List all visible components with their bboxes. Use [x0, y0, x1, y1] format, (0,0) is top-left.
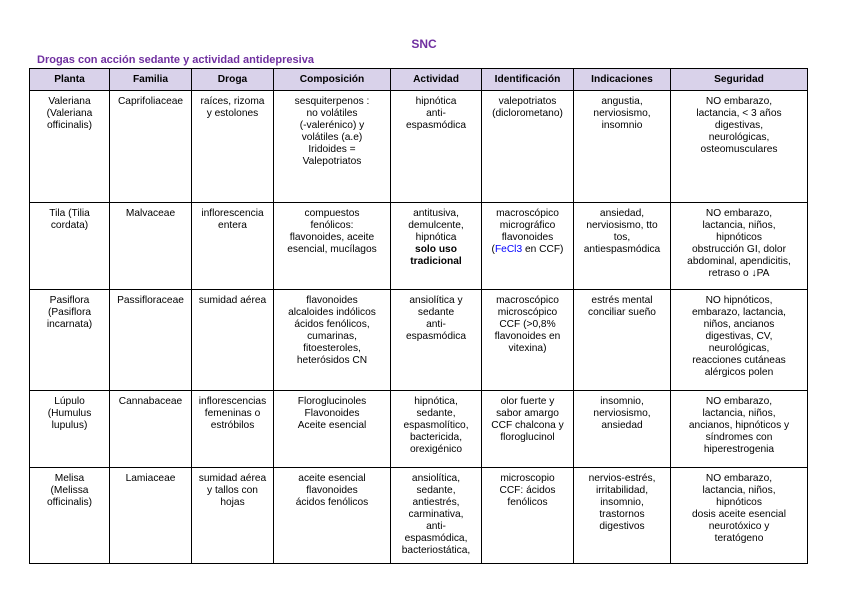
traditional-use-note: solo uso: [415, 244, 457, 255]
cell-droga: inflorescencia entera: [192, 203, 274, 290]
cell-indicaciones: ansiedad, nerviosismo, tto tos, antiespasmódica: [574, 203, 671, 290]
header-identificacion: Identificación: [482, 69, 574, 91]
table-row: [30, 468, 808, 564]
header-actividad: Actividad: [391, 69, 482, 91]
table-row: [30, 290, 808, 391]
traditional-use-note: tradicional: [410, 256, 462, 267]
table-row: [30, 391, 808, 468]
cell-familia: Cannabaceae: [110, 391, 192, 468]
cell-actividad: hipnótica, sedante, espasmolítico, bactericida, orexigénico: [391, 391, 482, 468]
cell-actividad: antitusiva, demulcente, hipnótica solo uso tradicional: [391, 203, 482, 290]
cell-seguridad: NO embarazo, lactancia, niños, hipnóticos dosis aceite esencial neurotóxico y teratógeno: [671, 468, 808, 564]
cell-identificacion: valepotriatos (diclorometano): [482, 91, 574, 203]
header-planta: Planta: [30, 69, 110, 91]
cell-actividad: ansiolítica y sedante anti- espasmódica: [391, 290, 482, 391]
cell-indicaciones: estrés mental conciliar sueño: [574, 290, 671, 391]
cell-planta: Melisa (Melissa officinalis): [30, 468, 110, 564]
cell-actividad: hipnótica anti- espasmódica: [391, 91, 482, 203]
drug-table: [29, 68, 808, 564]
cell-composicion: flavonoides alcaloides indólicos ácidos fenólicos, cumarinas, fitoesteroles, heterósidos CN: [274, 290, 391, 391]
cell-planta: Lúpulo (Humulus lupulus): [30, 391, 110, 468]
cell-actividad: ansiolítica, sedante, antiestrés, carminativa, anti- espasmódica, bacteriostática,: [391, 468, 482, 564]
reagent-fecl3: FeCl3: [494, 244, 523, 255]
header-composicion: Composición: [274, 69, 391, 91]
table-row: [30, 91, 808, 203]
cell-identificacion: olor fuerte y sabor amargo CCF chalcona y floroglucinol: [482, 391, 574, 468]
cell-familia: Malvaceae: [110, 203, 192, 290]
cell-composicion: Floroglucinoles Flavonoides Aceite esencial: [274, 391, 391, 468]
cell-droga: raíces, rizoma y estolones: [192, 91, 274, 203]
header-seguridad: Seguridad: [671, 69, 808, 91]
cell-familia: Caprifoliaceae: [110, 91, 192, 203]
table-subtitle: Drogas con acción sedante y actividad antidepresiva: [37, 54, 314, 66]
cell-planta: Valeriana (Valeriana officinalis): [30, 91, 110, 203]
cell-seguridad: NO embarazo, lactancia, niños, hipnóticos obstrucción GI, dolor abdominal, apendicitis, retraso o ↓PA: [671, 203, 808, 290]
cell-seguridad: NO hipnóticos, embarazo, lactancia, niños, ancianos digestivas, CV, neurológicas, reacciones cutáneas alérgicos polen: [671, 290, 808, 391]
cell-droga: sumidad aérea y tallos con hojas: [192, 468, 274, 564]
cell-droga: inflorescencias femeninas o estróbilos: [192, 391, 274, 468]
header-familia: Familia: [110, 69, 192, 91]
cell-identificacion: macroscópico microscópico CCF (>0,8% flavonoides en vitexina): [482, 290, 574, 391]
cell-planta: Pasiflora (Pasiflora incarnata): [30, 290, 110, 391]
cell-seguridad: NO embarazo, lactancia, < 3 años digestivas, neurológicas, osteomusculares: [671, 91, 808, 203]
page-title: SNC: [411, 37, 437, 51]
cell-identificacion: macroscópico micrográfico flavonoides (FeCl3 en CCF): [482, 203, 574, 290]
header-droga: Droga: [192, 69, 274, 91]
cell-composicion: sesquiterpenos : no volátiles (-valerénico) y volátiles (a.e) Iridoides = Valepotriatos: [274, 91, 391, 203]
cell-identificacion: microscopio CCF: ácidos fenólicos: [482, 468, 574, 564]
cell-indicaciones: nervios-estrés, irritabilidad, insomnio, trastornos digestivos: [574, 468, 671, 564]
table-row: [30, 203, 808, 290]
header-row: [30, 69, 808, 91]
cell-composicion: compuestos fenólicos: flavonoides, aceite esencial, mucílagos: [274, 203, 391, 290]
cell-indicaciones: angustia, nerviosismo, insomnio: [574, 91, 671, 203]
cell-seguridad: NO embarazo, lactancia, niños, ancianos, hipnóticos y síndromes con hiperestrogenia: [671, 391, 808, 468]
cell-composicion: aceite esencial flavonoides ácidos fenólicos: [274, 468, 391, 564]
cell-droga: sumidad aérea: [192, 290, 274, 391]
cell-planta: Tila (Tilia cordata): [30, 203, 110, 290]
cell-familia: Lamiaceae: [110, 468, 192, 564]
cell-indicaciones: insomnio, nerviosismo, ansiedad: [574, 391, 671, 468]
cell-familia: Passifloraceae: [110, 290, 192, 391]
header-indicaciones: Indicaciones: [574, 69, 671, 91]
